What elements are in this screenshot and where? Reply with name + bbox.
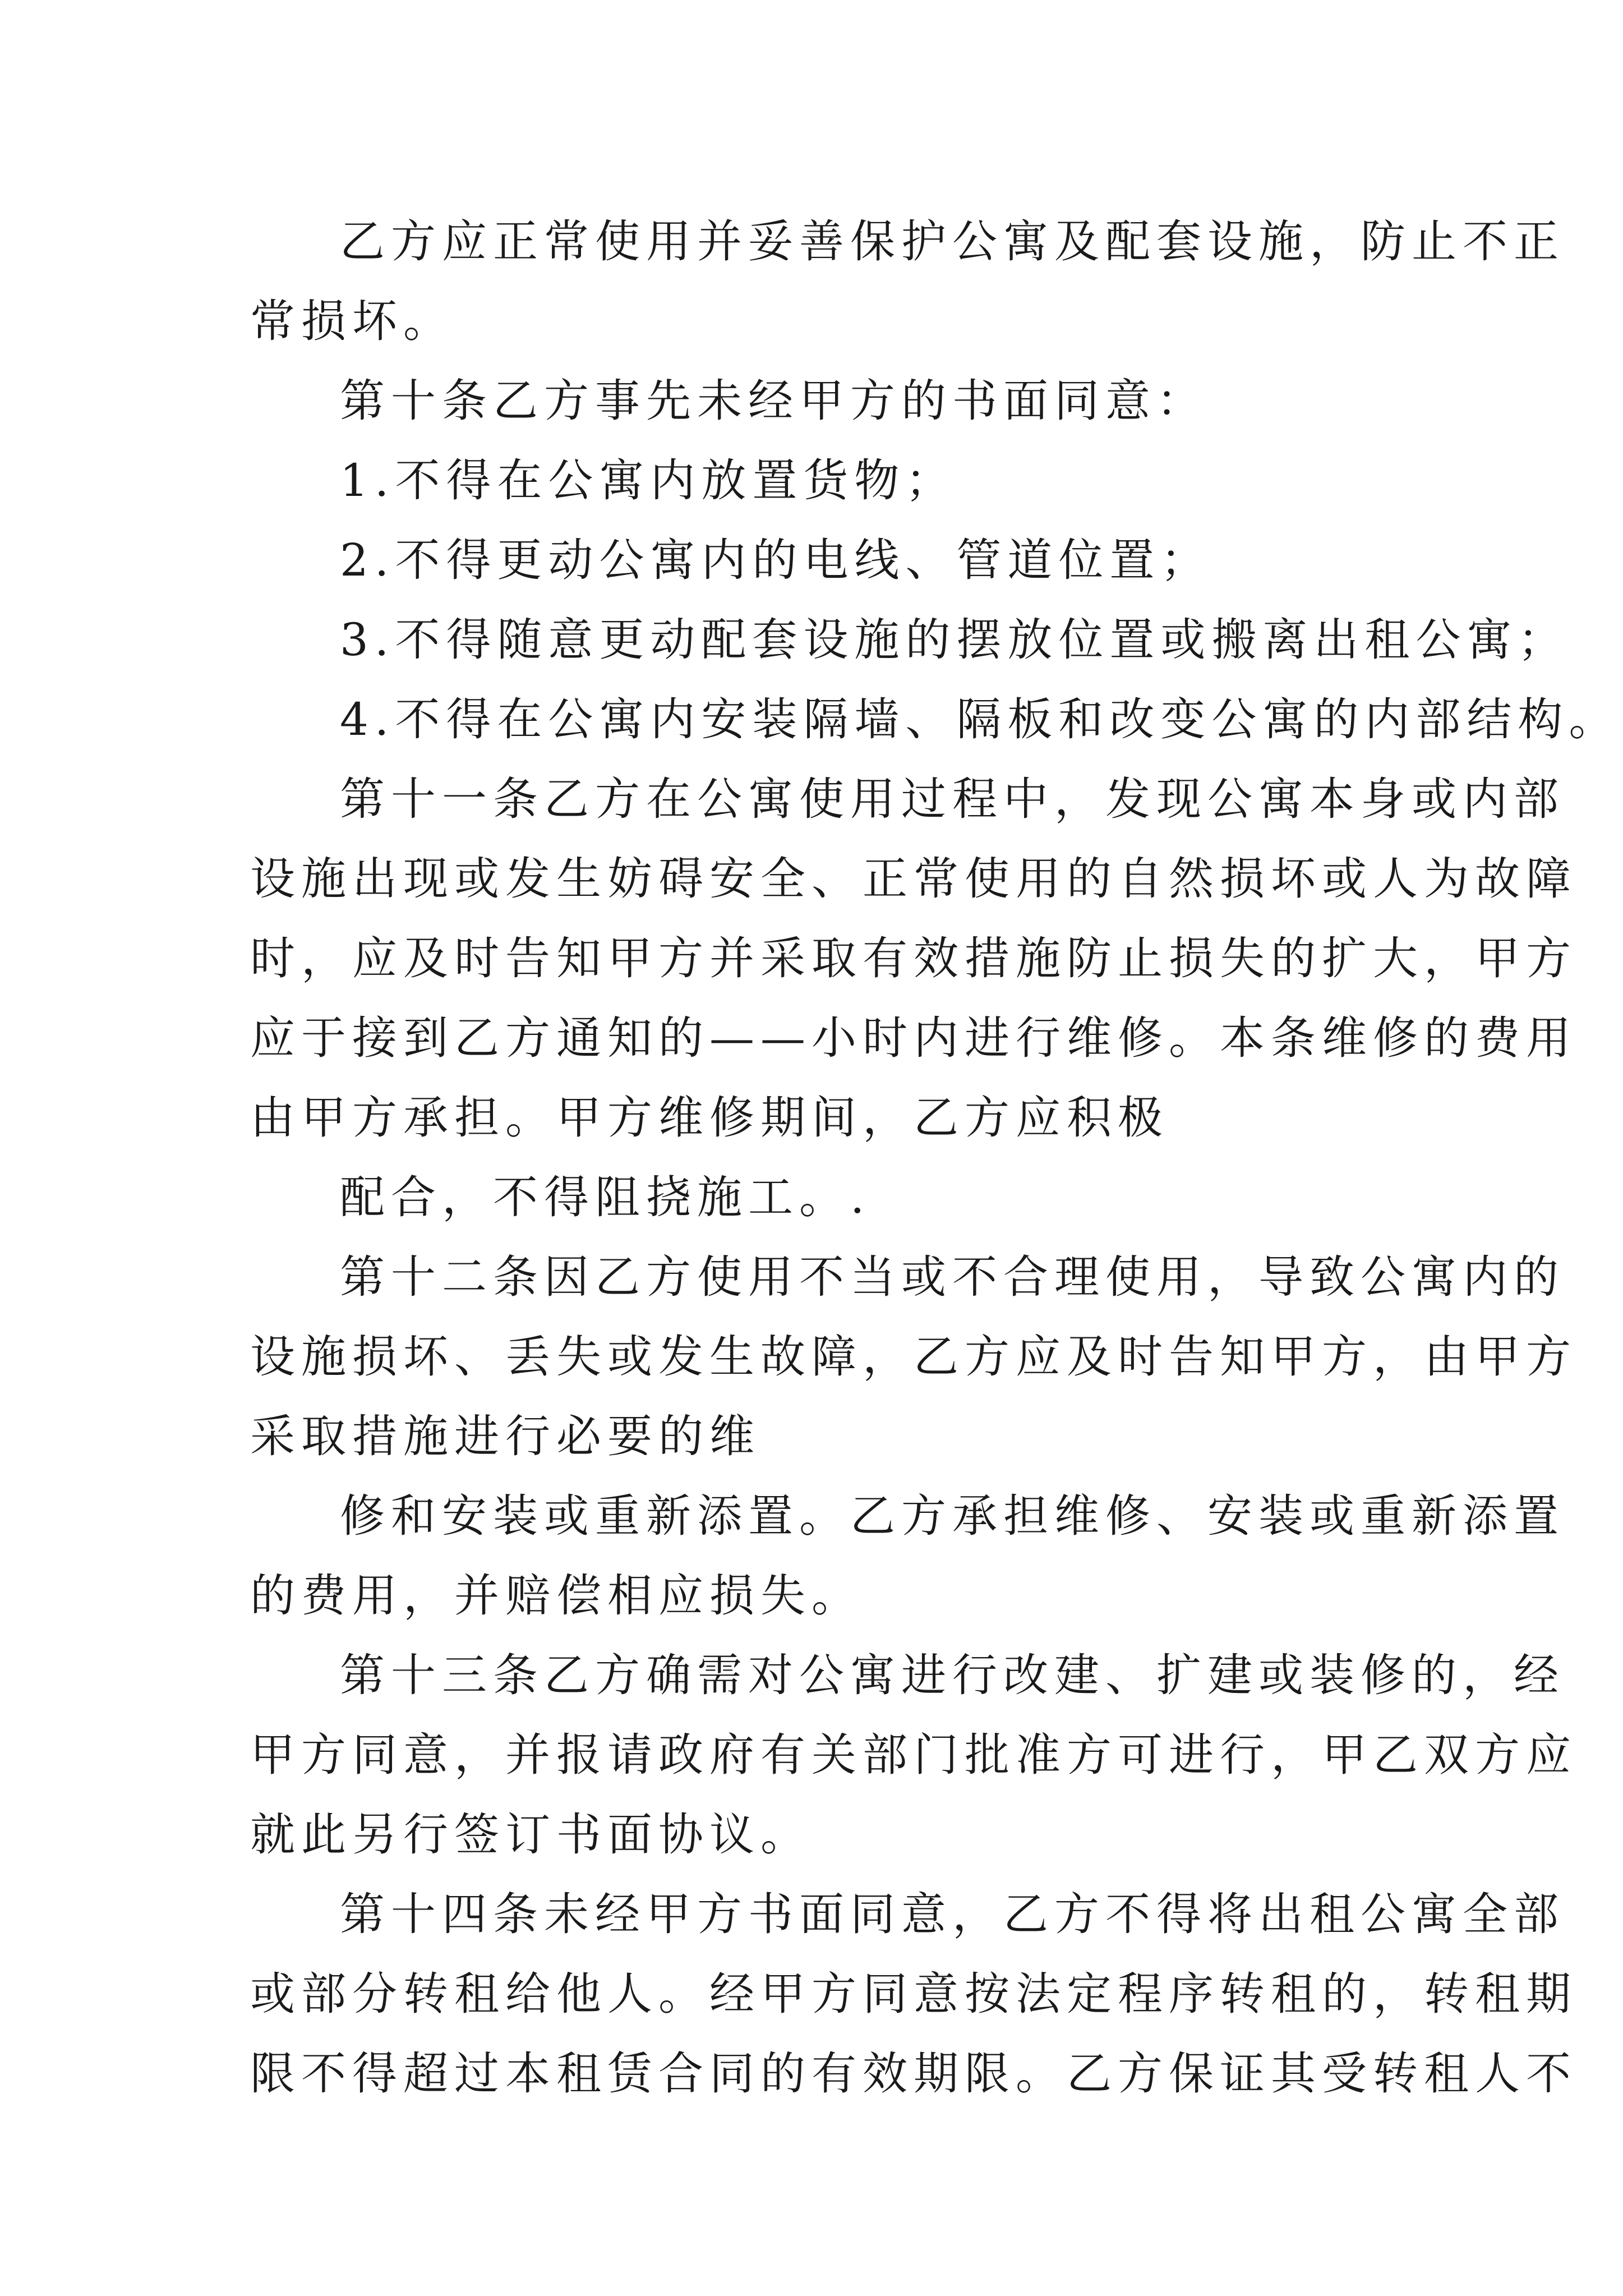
document-line: 限不得超过本租赁合同的有效期限。乙方保证其受转租人不 bbox=[250, 2047, 1577, 2100]
document-line: 就此另行签订书面协议。 bbox=[250, 1809, 811, 1861]
document-line: 采取措施进行必要的维 bbox=[250, 1410, 760, 1462]
document-line: 由甲方承担。甲方维修期间，乙方应积极 bbox=[250, 1092, 1169, 1144]
document-line: 的费用，并赔偿相应损失。 bbox=[250, 1570, 863, 1622]
document-line: 或部分转租给他人。经甲方同意按法定程序转租的，转租期 bbox=[250, 1968, 1577, 2020]
document-line: 设施出现或发生妨碍安全、正常使用的自然损坏或人为故障 bbox=[250, 853, 1577, 905]
document-body bbox=[250, 202, 1620, 2114]
document-line: 常损坏。 bbox=[250, 295, 454, 347]
document-line: 第十一条乙方在公寓使用过程中，发现公寓本身或内部 bbox=[340, 773, 1565, 825]
document-line: 2.不得更动公寓内的电线、管道位置； bbox=[340, 534, 1212, 586]
document-line: 应于接到乙方通知的——小时内进行维修。本条维修的费用 bbox=[250, 1012, 1577, 1064]
document-line: 第十条乙方事先未经甲方的书面同意： bbox=[340, 375, 1207, 427]
document-line: 乙方应正常使用并妥善保护公寓及配套设施，防止不正 bbox=[340, 215, 1565, 268]
document-line: 第十四条未经甲方书面同意，乙方不得将出租公寓全部 bbox=[340, 1888, 1565, 1940]
document-line: 设施损坏、丢失或发生故障，乙方应及时告知甲方，由甲方 bbox=[250, 1331, 1577, 1383]
document-line: 1.不得在公寓内放置货物； bbox=[340, 454, 957, 507]
document-line: 第十二条因乙方使用不当或不合理使用，导致公寓内的 bbox=[340, 1251, 1565, 1303]
document-line: 时，应及时告知甲方并采取有效措施防止损失的扩大，甲方 bbox=[250, 932, 1577, 984]
document-line: 甲方同意，并报请政府有关部门批准方可进行，甲乙双方应 bbox=[250, 1729, 1577, 1781]
document-line: 配合，不得阻挠施工。. bbox=[340, 1171, 871, 1223]
document-line: 第十三条乙方确需对公寓进行改建、扩建或装修的，经 bbox=[340, 1649, 1565, 1701]
document-line: 4.不得在公寓内安装隔墙、隔板和改变公寓的内部结构。 bbox=[340, 693, 1620, 746]
document-line: 3.不得随意更动配套设施的摆放位置或搬离出租公寓； bbox=[340, 614, 1569, 666]
document-line: 修和安装或重新添置。乙方承担维修、安装或重新添置 bbox=[340, 1490, 1565, 1542]
